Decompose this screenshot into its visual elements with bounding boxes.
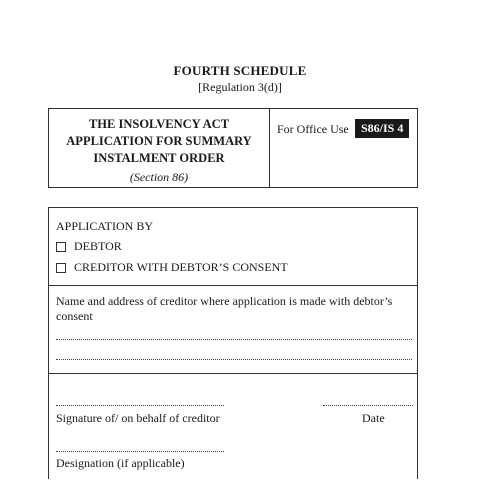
option-debtor-label: DEBTOR: [74, 239, 122, 253]
option-creditor-with-consent[interactable]: [56, 260, 288, 275]
creditor-line-1[interactable]: [56, 339, 412, 340]
form-title-line2: APPLICATION FOR SUMMARY: [66, 134, 252, 148]
form-code-badge: S86/IS 4: [355, 119, 409, 138]
creditor-name-label: Name and address of creditor where application is made with debtor’s consent: [56, 294, 393, 323]
option-debtor[interactable]: [56, 239, 122, 254]
creditor-line-2[interactable]: [56, 359, 412, 360]
application-form: [48, 207, 418, 479]
date-label: Date: [362, 411, 385, 425]
form-header-box: [48, 108, 418, 188]
checkbox-creditor-with-consent[interactable]: [56, 263, 66, 273]
creditor-section: [49, 285, 417, 374]
signature-line[interactable]: [56, 405, 224, 406]
form-title-line1: THE INSOLVENCY ACT: [88, 117, 230, 131]
application-by-section: [49, 208, 417, 286]
form-title-line3: INSTALMENT ORDER: [93, 151, 225, 165]
schedule-title: FOURTH SCHEDULE: [173, 63, 307, 78]
signature-section: [49, 373, 417, 480]
checkbox-debtor[interactable]: [56, 242, 66, 252]
designation-line[interactable]: [56, 451, 224, 452]
schedule-regulation: [Regulation 3(d)]: [198, 80, 282, 94]
form-section: (Section 86): [129, 170, 189, 184]
application-by-label: APPLICATION BY: [56, 219, 154, 233]
option-creditor-label: CREDITOR WITH DEBTOR’S CONSENT: [74, 260, 288, 274]
date-line[interactable]: [323, 405, 413, 406]
designation-label: Designation (if applicable): [56, 456, 185, 470]
office-use-label: For Office Use: [277, 122, 349, 136]
signature-label: Signature of/ on behalf of creditor: [56, 411, 220, 425]
form-title-block: [49, 109, 270, 187]
